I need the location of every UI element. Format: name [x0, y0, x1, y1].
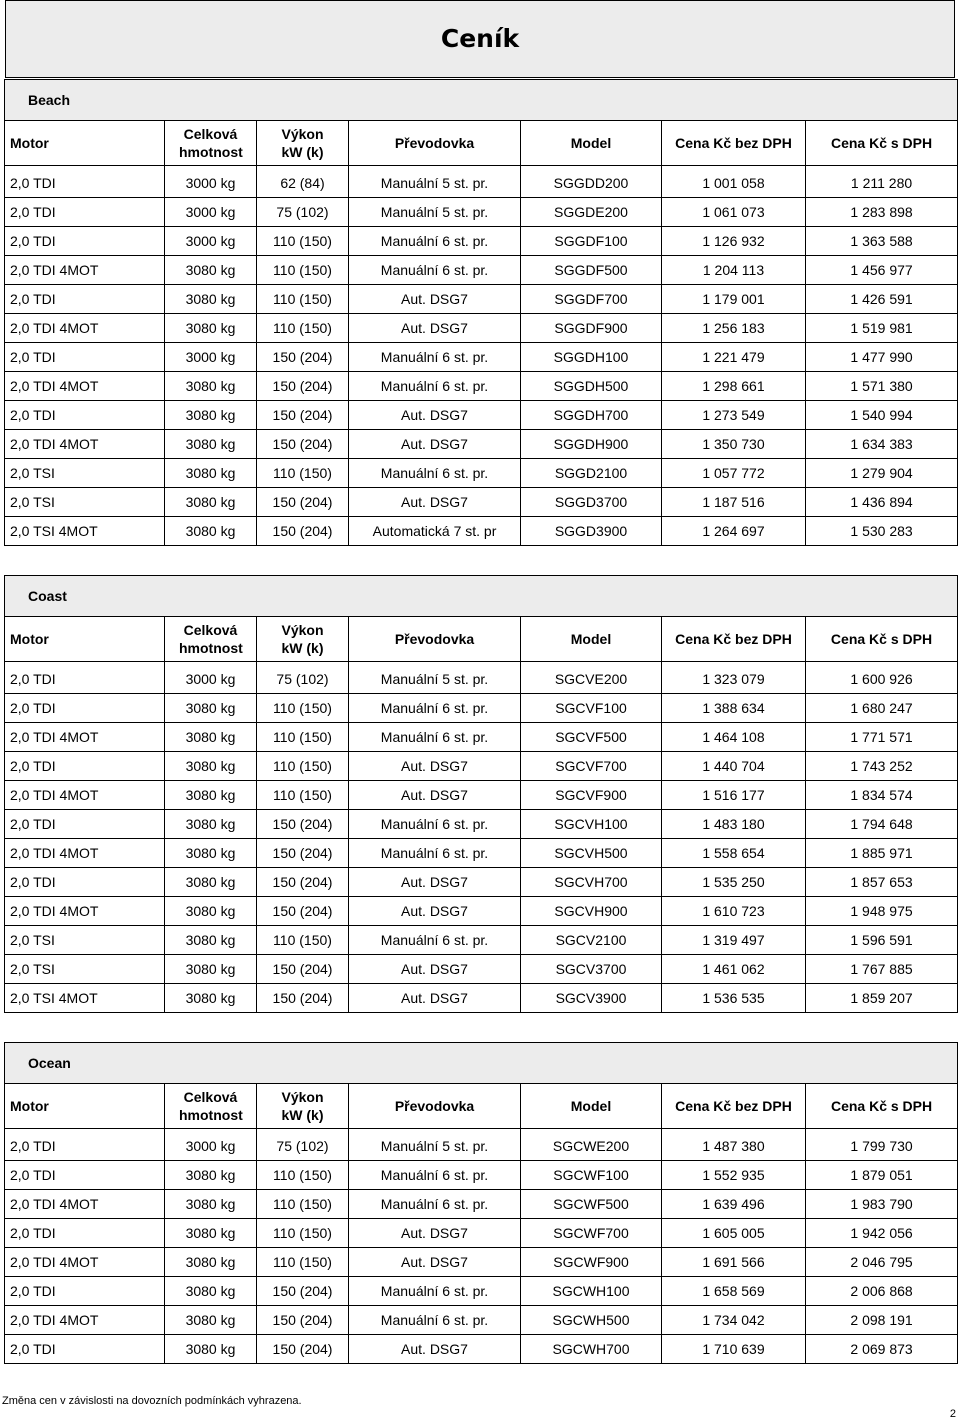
table-cell: 1 264 697 — [662, 517, 806, 546]
table-cell: 2,0 TSI — [5, 926, 165, 955]
table-cell: 110 (150) — [257, 314, 349, 343]
table-cell: 1 743 252 — [806, 752, 958, 781]
table-cell: Aut. DSG7 — [349, 955, 521, 984]
table-cell: 1 298 661 — [662, 372, 806, 401]
table-cell: 3080 kg — [165, 1161, 257, 1190]
table-cell: 75 (102) — [257, 1129, 349, 1161]
table-cell: 3080 kg — [165, 810, 257, 839]
table-row — [5, 1161, 958, 1190]
table-cell: Aut. DSG7 — [349, 984, 521, 1013]
table-cell: 1 179 001 — [662, 285, 806, 314]
table-cell: 3080 kg — [165, 752, 257, 781]
table-cell: 1 680 247 — [806, 694, 958, 723]
col-header-price-net: Cena Kč bez DPH — [662, 617, 806, 662]
table-cell: 3080 kg — [165, 868, 257, 897]
table-cell: SGCWF700 — [521, 1219, 662, 1248]
table-cell: 1 204 113 — [662, 256, 806, 285]
table-cell: 1 483 180 — [662, 810, 806, 839]
col-header-weight: Celková hmotnost — [165, 1084, 257, 1129]
table-cell: 2,0 TDI 4MOT — [5, 314, 165, 343]
table-cell: 110 (150) — [257, 694, 349, 723]
col-header-weight: Celková hmotnost — [165, 121, 257, 166]
table-cell: 1 477 990 — [806, 343, 958, 372]
table-cell: 3080 kg — [165, 1335, 257, 1364]
table-cell: 3080 kg — [165, 401, 257, 430]
table-cell: 3000 kg — [165, 343, 257, 372]
table-row — [5, 488, 958, 517]
table-cell: 3080 kg — [165, 517, 257, 546]
table-cell: 2,0 TDI 4MOT — [5, 1248, 165, 1277]
col-header-transmission: Převodovka — [349, 1084, 521, 1129]
table-cell: 1 658 569 — [662, 1277, 806, 1306]
table-cell: SGCVH700 — [521, 868, 662, 897]
table-cell: 3080 kg — [165, 488, 257, 517]
table-cell: 150 (204) — [257, 1335, 349, 1364]
table-cell: 2,0 TDI — [5, 694, 165, 723]
table-cell: Manuální 6 st. pr. — [349, 372, 521, 401]
table-cell: Manuální 5 st. pr. — [349, 662, 521, 694]
table-cell: SGCWH500 — [521, 1306, 662, 1335]
price-table-beach — [4, 79, 958, 546]
table-cell: 2,0 TDI — [5, 198, 165, 227]
table-cell: 1 221 479 — [662, 343, 806, 372]
table-cell: 1 456 977 — [806, 256, 958, 285]
table-cell: 3000 kg — [165, 198, 257, 227]
table-cell: SGCV2100 — [521, 926, 662, 955]
table-cell: 1 319 497 — [662, 926, 806, 955]
table-cell: 150 (204) — [257, 839, 349, 868]
table-cell: 3080 kg — [165, 897, 257, 926]
table-cell: 110 (150) — [257, 752, 349, 781]
table-cell: 1 535 250 — [662, 868, 806, 897]
table-cell: SGCVF700 — [521, 752, 662, 781]
col-header-price-gross: Cena Kč s DPH — [806, 617, 958, 662]
table-cell: 3000 kg — [165, 662, 257, 694]
table-row — [5, 1219, 958, 1248]
price-table-coast — [4, 575, 958, 1013]
table-cell: 150 (204) — [257, 1277, 349, 1306]
table-cell: 150 (204) — [257, 810, 349, 839]
table-cell: 2,0 TDI — [5, 752, 165, 781]
table-cell: 2,0 TDI — [5, 662, 165, 694]
table-cell: Manuální 6 st. pr. — [349, 839, 521, 868]
table-cell: SGCV3700 — [521, 955, 662, 984]
table-row — [5, 343, 958, 372]
table-cell: 1 323 079 — [662, 662, 806, 694]
table-cell: SGCVF900 — [521, 781, 662, 810]
table-cell: 1 799 730 — [806, 1129, 958, 1161]
table-cell: 2,0 TDI — [5, 285, 165, 314]
table-cell: Aut. DSG7 — [349, 781, 521, 810]
table-cell: 110 (150) — [257, 1190, 349, 1219]
col-header-transmission: Převodovka — [349, 617, 521, 662]
table-cell: 2,0 TDI — [5, 1161, 165, 1190]
table-cell: 110 (150) — [257, 459, 349, 488]
table-cell: 1 942 056 — [806, 1219, 958, 1248]
section-title: Ocean — [5, 1043, 958, 1084]
table-cell: 150 (204) — [257, 984, 349, 1013]
table-cell: 1 001 058 — [662, 166, 806, 198]
table-cell: 1 519 981 — [806, 314, 958, 343]
table-cell: 2,0 TSI — [5, 955, 165, 984]
table-cell: 110 (150) — [257, 723, 349, 752]
table-cell: 110 (150) — [257, 1161, 349, 1190]
table-row — [5, 198, 958, 227]
table-cell: 3000 kg — [165, 166, 257, 198]
table-cell: 1 516 177 — [662, 781, 806, 810]
table-cell: 1 596 591 — [806, 926, 958, 955]
table-cell: SGCVH100 — [521, 810, 662, 839]
page-title: Ceník — [440, 24, 520, 53]
page-number: 2 — [949, 1408, 956, 1420]
table-cell: 1 771 571 — [806, 723, 958, 752]
table-cell: 110 (150) — [257, 1248, 349, 1277]
table-cell: 3080 kg — [165, 1248, 257, 1277]
table-cell: SGCWH700 — [521, 1335, 662, 1364]
table-row — [5, 459, 958, 488]
table-cell: 3080 kg — [165, 1219, 257, 1248]
table-row — [5, 517, 958, 546]
table-cell: 150 (204) — [257, 488, 349, 517]
table-cell: Aut. DSG7 — [349, 430, 521, 459]
table-cell: 2,0 TDI — [5, 1129, 165, 1161]
table-cell: 1 487 380 — [662, 1129, 806, 1161]
col-header-price-gross: Cena Kč s DPH — [806, 121, 958, 166]
table-cell: 2,0 TDI — [5, 1219, 165, 1248]
table-cell: 2,0 TDI 4MOT — [5, 1306, 165, 1335]
table-row — [5, 285, 958, 314]
col-header-motor: Motor — [5, 121, 165, 166]
table-cell: 1 834 574 — [806, 781, 958, 810]
table-cell: 1 540 994 — [806, 401, 958, 430]
table-row — [5, 166, 958, 198]
table-cell: 1 885 971 — [806, 839, 958, 868]
table-cell: SGGD3900 — [521, 517, 662, 546]
table-cell: Manuální 5 st. pr. — [349, 1129, 521, 1161]
table-cell: Aut. DSG7 — [349, 285, 521, 314]
table-cell: SGCVH900 — [521, 897, 662, 926]
table-cell: 2,0 TSI — [5, 459, 165, 488]
table-row — [5, 662, 958, 694]
table-cell: 1 552 935 — [662, 1161, 806, 1190]
table-cell: 1 256 183 — [662, 314, 806, 343]
table-cell: 110 (150) — [257, 926, 349, 955]
table-cell: 2,0 TDI — [5, 166, 165, 198]
table-cell: 3080 kg — [165, 926, 257, 955]
col-header-weight: Celková hmotnost — [165, 617, 257, 662]
table-row — [5, 955, 958, 984]
table-row — [5, 723, 958, 752]
table-cell: SGGDD200 — [521, 166, 662, 198]
table-cell: 2 046 795 — [806, 1248, 958, 1277]
table-cell: 62 (84) — [257, 166, 349, 198]
table-cell: 150 (204) — [257, 430, 349, 459]
table-cell: 3080 kg — [165, 839, 257, 868]
table-cell: 1 126 932 — [662, 227, 806, 256]
table-row — [5, 430, 958, 459]
table-cell: 1 279 904 — [806, 459, 958, 488]
table-cell: 1 794 648 — [806, 810, 958, 839]
table-row — [5, 401, 958, 430]
table-cell: 1 057 772 — [662, 459, 806, 488]
table-row — [5, 868, 958, 897]
table-cell: 3080 kg — [165, 1190, 257, 1219]
table-cell: 1 187 516 — [662, 488, 806, 517]
table-cell: SGCV3900 — [521, 984, 662, 1013]
table-cell: 1 273 549 — [662, 401, 806, 430]
table-cell: 1 426 591 — [806, 285, 958, 314]
table-cell: 150 (204) — [257, 897, 349, 926]
table-cell: 3080 kg — [165, 955, 257, 984]
section-title: Coast — [5, 576, 958, 617]
col-header-power: Výkon kW (k) — [257, 121, 349, 166]
table-row — [5, 694, 958, 723]
table-cell: Manuální 6 st. pr. — [349, 926, 521, 955]
table-cell: 1 948 975 — [806, 897, 958, 926]
table-cell: 1 350 730 — [662, 430, 806, 459]
table-cell: Manuální 6 st. pr. — [349, 810, 521, 839]
col-header-model: Model — [521, 1084, 662, 1129]
table-cell: Aut. DSG7 — [349, 1248, 521, 1277]
table-cell: 1 388 634 — [662, 694, 806, 723]
table-row — [5, 810, 958, 839]
table-cell: SGGDF700 — [521, 285, 662, 314]
table-cell: 1 440 704 — [662, 752, 806, 781]
table-cell: 2,0 TDI 4MOT — [5, 1190, 165, 1219]
table-row — [5, 1248, 958, 1277]
table-cell: 150 (204) — [257, 868, 349, 897]
footnote: Změna cen v závislosti na dovozních podmínkách vyhrazena. — [2, 1395, 302, 1407]
table-cell: Aut. DSG7 — [349, 314, 521, 343]
table-cell: 3080 kg — [165, 694, 257, 723]
table-cell: 1 363 588 — [806, 227, 958, 256]
col-header-price-gross: Cena Kč s DPH — [806, 1084, 958, 1129]
table-cell: Manuální 6 st. pr. — [349, 694, 521, 723]
table-cell: SGGD2100 — [521, 459, 662, 488]
table-cell: 2,0 TDI — [5, 343, 165, 372]
table-cell: 1 061 073 — [662, 198, 806, 227]
table-cell: 3080 kg — [165, 372, 257, 401]
table-cell: 1 600 926 — [806, 662, 958, 694]
table-cell: 2 006 868 — [806, 1277, 958, 1306]
table-cell: SGGDH500 — [521, 372, 662, 401]
table-cell: 3000 kg — [165, 1129, 257, 1161]
table-cell: Manuální 5 st. pr. — [349, 166, 521, 198]
table-cell: 1 691 566 — [662, 1248, 806, 1277]
table-cell: 110 (150) — [257, 227, 349, 256]
table-cell: 1 859 207 — [806, 984, 958, 1013]
col-header-model: Model — [521, 121, 662, 166]
table-cell: 1 571 380 — [806, 372, 958, 401]
table-cell: 1 879 051 — [806, 1161, 958, 1190]
table-cell: 150 (204) — [257, 517, 349, 546]
table-cell: Aut. DSG7 — [349, 401, 521, 430]
table-cell: 2,0 TDI — [5, 1277, 165, 1306]
table-cell: 1 767 885 — [806, 955, 958, 984]
table-cell: Manuální 6 st. pr. — [349, 723, 521, 752]
col-header-transmission: Převodovka — [349, 121, 521, 166]
table-cell: 150 (204) — [257, 401, 349, 430]
table-cell: 150 (204) — [257, 372, 349, 401]
table-cell: Aut. DSG7 — [349, 897, 521, 926]
table-cell: Aut. DSG7 — [349, 1335, 521, 1364]
table-cell: 110 (150) — [257, 1219, 349, 1248]
table-row — [5, 1306, 958, 1335]
table-cell: Manuální 6 st. pr. — [349, 256, 521, 285]
table-cell: 3080 kg — [165, 256, 257, 285]
col-header-model: Model — [521, 617, 662, 662]
col-header-power: Výkon kW (k) — [257, 617, 349, 662]
table-row — [5, 926, 958, 955]
table-cell: Manuální 6 st. pr. — [349, 227, 521, 256]
table-cell: SGCWF100 — [521, 1161, 662, 1190]
table-cell: 2,0 TDI 4MOT — [5, 897, 165, 926]
table-cell: 1 558 654 — [662, 839, 806, 868]
table-row — [5, 372, 958, 401]
section-title: Beach — [5, 80, 958, 121]
table-cell: 2,0 TDI — [5, 868, 165, 897]
table-cell: SGGDF900 — [521, 314, 662, 343]
table-cell: 2,0 TDI — [5, 401, 165, 430]
table-cell: SGCWE200 — [521, 1129, 662, 1161]
table-cell: 1 605 005 — [662, 1219, 806, 1248]
table-cell: 3080 kg — [165, 285, 257, 314]
table-cell: Manuální 6 st. pr. — [349, 1306, 521, 1335]
table-cell: 2,0 TDI — [5, 227, 165, 256]
table-cell: SGGDF100 — [521, 227, 662, 256]
table-cell: 1 464 108 — [662, 723, 806, 752]
table-row — [5, 1277, 958, 1306]
table-cell: 2,0 TSI — [5, 488, 165, 517]
table-row — [5, 227, 958, 256]
table-row — [5, 256, 958, 285]
table-cell: SGGDF500 — [521, 256, 662, 285]
table-cell: Aut. DSG7 — [349, 1219, 521, 1248]
table-cell: 1 461 062 — [662, 955, 806, 984]
table-cell: 2,0 TDI — [5, 810, 165, 839]
table-cell: 3080 kg — [165, 1277, 257, 1306]
table-cell: 3080 kg — [165, 781, 257, 810]
table-cell: 1 211 280 — [806, 166, 958, 198]
table-cell: 3080 kg — [165, 1306, 257, 1335]
table-cell: Manuální 6 st. pr. — [349, 1161, 521, 1190]
table-cell: SGGDH900 — [521, 430, 662, 459]
table-cell: Manuální 6 st. pr. — [349, 343, 521, 372]
table-cell: 3080 kg — [165, 314, 257, 343]
table-cell: 1 734 042 — [662, 1306, 806, 1335]
table-cell: SGGDH700 — [521, 401, 662, 430]
table-cell: Aut. DSG7 — [349, 488, 521, 517]
table-cell: 3080 kg — [165, 430, 257, 459]
table-cell: SGCVF100 — [521, 694, 662, 723]
table-row — [5, 1129, 958, 1161]
col-header-power: Výkon kW (k) — [257, 1084, 349, 1129]
table-cell: 3000 kg — [165, 227, 257, 256]
table-cell: SGCWH100 — [521, 1277, 662, 1306]
table-cell: 1 536 535 — [662, 984, 806, 1013]
table-cell: 3080 kg — [165, 984, 257, 1013]
table-row — [5, 314, 958, 343]
table-cell: SGCVH500 — [521, 839, 662, 868]
table-cell: SGGD3700 — [521, 488, 662, 517]
table-cell: 1 634 383 — [806, 430, 958, 459]
table-cell: 1 983 790 — [806, 1190, 958, 1219]
table-cell: SGGDE200 — [521, 198, 662, 227]
table-cell: 2,0 TDI 4MOT — [5, 256, 165, 285]
table-cell: 1 710 639 — [662, 1335, 806, 1364]
table-cell: 2 098 191 — [806, 1306, 958, 1335]
col-header-motor: Motor — [5, 617, 165, 662]
table-cell: Manuální 6 st. pr. — [349, 1277, 521, 1306]
table-cell: 2,0 TSI 4MOT — [5, 984, 165, 1013]
title-box — [5, 0, 955, 78]
table-row — [5, 984, 958, 1013]
table-cell: 110 (150) — [257, 781, 349, 810]
table-cell: 1 283 898 — [806, 198, 958, 227]
table-cell: 2,0 TDI 4MOT — [5, 723, 165, 752]
table-cell: Aut. DSG7 — [349, 868, 521, 897]
table-row — [5, 1190, 958, 1219]
table-cell: Automatická 7 st. pr — [349, 517, 521, 546]
table-cell: 110 (150) — [257, 285, 349, 314]
table-cell: 110 (150) — [257, 256, 349, 285]
table-cell: SGCVE200 — [521, 662, 662, 694]
table-cell: 1 639 496 — [662, 1190, 806, 1219]
table-cell: 1 857 653 — [806, 868, 958, 897]
table-cell: 1 436 894 — [806, 488, 958, 517]
table-cell: 2,0 TDI 4MOT — [5, 430, 165, 459]
table-row — [5, 839, 958, 868]
table-cell: SGGDH100 — [521, 343, 662, 372]
table-cell: 1 610 723 — [662, 897, 806, 926]
price-table-ocean — [4, 1042, 958, 1364]
table-cell: Aut. DSG7 — [349, 752, 521, 781]
table-row — [5, 1335, 958, 1364]
table-cell: SGCWF500 — [521, 1190, 662, 1219]
table-cell: Manuální 5 st. pr. — [349, 198, 521, 227]
table-cell: SGCVF500 — [521, 723, 662, 752]
table-cell: 2 069 873 — [806, 1335, 958, 1364]
table-cell: 2,0 TSI 4MOT — [5, 517, 165, 546]
table-cell: Manuální 6 st. pr. — [349, 1190, 521, 1219]
table-cell: Manuální 6 st. pr. — [349, 459, 521, 488]
table-cell: 3080 kg — [165, 459, 257, 488]
table-cell: 2,0 TDI 4MOT — [5, 839, 165, 868]
col-header-price-net: Cena Kč bez DPH — [662, 1084, 806, 1129]
table-cell: 150 (204) — [257, 343, 349, 372]
table-cell: 150 (204) — [257, 955, 349, 984]
table-cell: 75 (102) — [257, 662, 349, 694]
table-row — [5, 897, 958, 926]
table-cell: 150 (204) — [257, 1306, 349, 1335]
col-header-price-net: Cena Kč bez DPH — [662, 121, 806, 166]
table-cell: SGCWF900 — [521, 1248, 662, 1277]
table-cell: 1 530 283 — [806, 517, 958, 546]
table-cell: 75 (102) — [257, 198, 349, 227]
table-cell: 3080 kg — [165, 723, 257, 752]
table-row — [5, 752, 958, 781]
col-header-motor: Motor — [5, 1084, 165, 1129]
table-row — [5, 781, 958, 810]
table-cell: 2,0 TDI 4MOT — [5, 781, 165, 810]
table-cell: 2,0 TDI — [5, 1335, 165, 1364]
table-cell: 2,0 TDI 4MOT — [5, 372, 165, 401]
